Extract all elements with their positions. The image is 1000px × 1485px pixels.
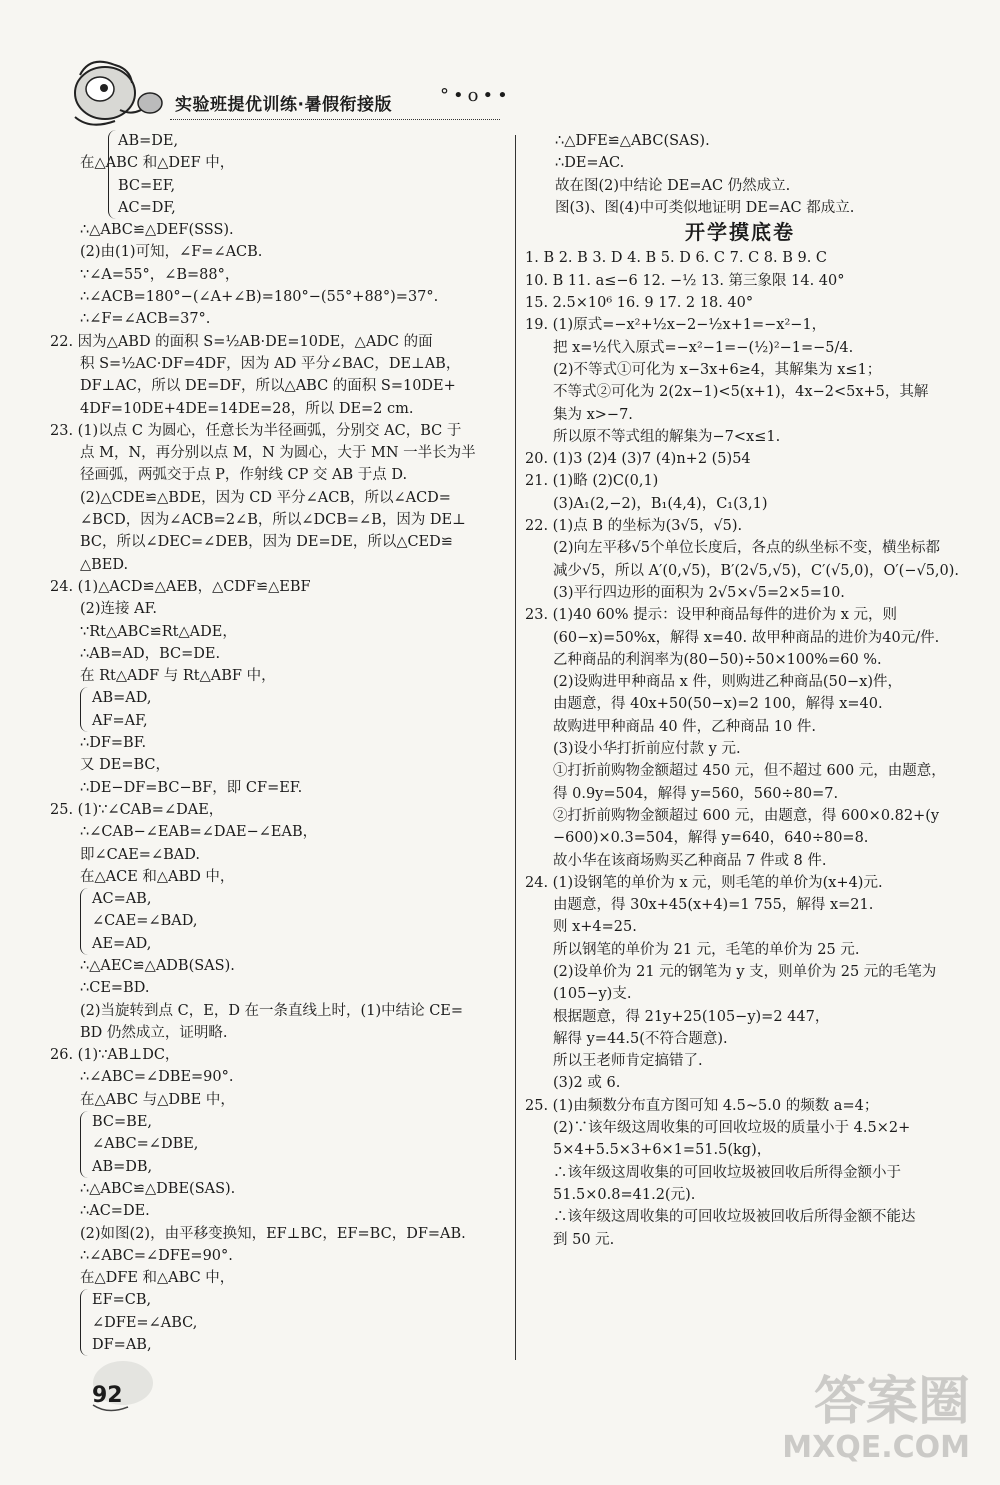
text-line: 所以钢笔的单价为 21 元，毛笔的单价为 25 元.: [553, 941, 860, 958]
right-column: [525, 130, 960, 1251]
text-line: ∴∠ABC=∠DBE=90°.: [80, 1069, 234, 1086]
brace-system: [80, 1289, 510, 1356]
text-line: ∵Rt△ABC≌Rt△ADE，: [80, 623, 237, 640]
text-line: ∴∠ABC=∠DFE=90°.: [80, 1247, 233, 1264]
text-line: 到 50 元.: [553, 1231, 615, 1248]
text-line: 故购进甲种商品 40 件，乙种商品 10 件.: [553, 718, 816, 735]
text-line: ①打折前购物金额超过 450 元，但不超过 600 元，由题意，: [553, 763, 946, 780]
brace-system: [80, 687, 510, 732]
brace-icon: [80, 1111, 89, 1178]
text-line: (2)当旋转到点 C，E，D 在一条直线上时，(1)中结论 CE=: [80, 1002, 464, 1019]
brace-system: [80, 1111, 510, 1178]
text-line: ∴∠F=∠ACB=37°.: [80, 311, 211, 328]
text-line: 即∠CAE=∠BAD.: [80, 846, 200, 863]
text-line: AC=DF,: [118, 199, 176, 216]
text-line: (2)由(1)可知，∠F=∠ACB.: [80, 244, 263, 261]
text-line: △BED.: [80, 556, 129, 573]
text-line: 图(3)、图(4)中可类似地证明 DE=AC 都成立.: [555, 199, 855, 216]
text-line: ∴AC=DE.: [80, 1203, 150, 1220]
text-line: BC，所以∠DEC=∠DEB，因为 DE=DE，所以△CED≌: [80, 534, 453, 551]
answer-line: 15. 2.5×10⁶ 16. 9 17. 2 18. 40°: [525, 295, 754, 312]
text-line: ∠CAE=∠BAD,: [92, 913, 198, 930]
text-line: ∴△ABC≌△DEF(SSS).: [80, 222, 234, 239]
text-line: ∴∠ACB=180°−(∠A+∠B)=180°−(55°+88°)=37°.: [80, 289, 439, 306]
text-line: (3)平行四边形的面积为 2√5×√5=2×5=10.: [553, 584, 845, 601]
text-line: 根据题意，得 21y+25(105−y)=2 447，: [553, 1008, 830, 1025]
text-line: ∴△DFE≌△ABC(SAS).: [555, 133, 710, 149]
text-line: BC=EF,: [118, 177, 176, 194]
text-line: 由题意，得 30x+45(x+4)=1 755，解得 x=21.: [553, 897, 874, 914]
book-title: 实验班提优训练·暑假衔接版: [175, 95, 392, 115]
text-line: 故在图(2)中结论 DE=AC 仍然成立.: [555, 177, 791, 194]
text-line: (2)向左平移√5个单位长度后，各点的纵坐标不变，横坐标都: [553, 540, 941, 557]
text-line: AB=AD,: [92, 690, 152, 707]
text-line: (3)A₁(2,−2)，B₁(4,4)，C₁(3,1): [553, 495, 768, 512]
section-title: 开学摸底卷: [685, 220, 795, 245]
watermark-url: MXQE.COM: [782, 1430, 970, 1465]
text-line: 积 S=½AC·DF=4DF，因为 AD 平分∠BAC，DE⊥AB，: [80, 355, 461, 372]
text-line: ②打折前购物金额超过 600 元，由题意，得 600×0.82+(y: [553, 807, 940, 824]
text-line: ∴该年级这周收集的可回收垃圾被回收后所得金额小于: [553, 1164, 901, 1181]
brace-icon: [80, 687, 89, 732]
question-line: 25. (1)由频数分布直方图可知 4.5~5.0 的频数 a=4；: [525, 1097, 879, 1114]
text-line: 则 x+4=25.: [553, 919, 637, 936]
text-line: (2)如图(2)，由平移变换知，EF⊥BC，EF=BC，DF=AB.: [80, 1225, 466, 1242]
text-line: 51.5×0.8=41.2(元).: [553, 1186, 696, 1203]
text-line: (2)△CDE≌△BDE，因为 CD 平分∠ACB，所以∠ACD=: [80, 489, 451, 506]
text-line: 5×4+5.5×3+6×1=51.5(kg)，: [553, 1142, 772, 1159]
text-line: 在△ABC 与△DBE 中，: [80, 1091, 235, 1108]
text-line: (2)∵该年级这周收集的可回收垃圾的质量小于 4.5×2+: [553, 1120, 911, 1137]
text-line: 减少√5，所以 A′(0,√5)，B′(2√5,√5)，C′(√5,0)，O′(−√5,0).: [553, 562, 960, 579]
question-line: 23. (1)40 60% 提示：设甲种商品每件的进价为 x 元，则: [525, 607, 897, 624]
question-line: 22. (1)点 B 的坐标为(3√5，√5).: [525, 518, 743, 535]
mascot-icon: [60, 55, 170, 135]
brace-icon: [80, 888, 89, 955]
text-line: ∴DE=AC.: [555, 155, 625, 172]
text-line: 所以原不等式组的解集为−7<x≤1.: [553, 428, 781, 445]
text-line: (3)设小华打折前应付款 y 元.: [553, 741, 741, 758]
watermark: [782, 1374, 970, 1465]
question-line: 23. (1)以点 C 为圆心，任意长为半径画弧，分别交 AC，BC 于: [50, 422, 462, 439]
question-line: 25. (1)∵∠CAB=∠DAE，: [50, 801, 224, 818]
text-line: ∴DF=BF.: [80, 735, 147, 752]
text-line: AE=AD,: [92, 935, 152, 952]
text-line: (2)不等式①可化为 x−3x+6≥4，其解集为 x≤1；: [553, 361, 882, 378]
text-line: 不等式②可化为 2(2x−1)<5(x+1)，4x−2<5x+5，其解: [553, 384, 929, 401]
text-line: ∴CE=BD.: [80, 980, 150, 997]
text-line: 在△ABC 和△DEF 中，: [80, 155, 235, 172]
brace-icon: [80, 1289, 89, 1356]
page-header: [60, 55, 520, 140]
text-line: (2)设单价为 21 元的钢笔为 y 支，则单价为 25 元的毛笔为: [553, 963, 937, 980]
text-line: 在△ACE 和△ABD 中，: [80, 868, 235, 885]
text-line: 故小华在该商场购买乙种商品 7 件或 8 件.: [553, 852, 827, 869]
text-line: (2)设购进甲种商品 x 件，则购进乙种商品(50−x)件，: [553, 674, 903, 691]
answer-line: 10. B 11. a≤−6 12. −½ 13. 第三象限 14. 40°: [525, 272, 845, 289]
text-line: (105−y)支.: [553, 986, 632, 1003]
text-line: BC=BE,: [92, 1114, 153, 1131]
brace-system: [80, 130, 510, 219]
text-line: 把 x=½代入原式=−x²−1=−(½)²−1=−5/4.: [553, 339, 854, 356]
text-line: EF=CB,: [92, 1292, 152, 1309]
page-number: 92: [92, 1383, 123, 1408]
question-line: 20. (1)3 (2)4 (3)7 (4)n+2 (5)54: [525, 451, 751, 468]
answer-line: 1. B 2. B 3. D 4. B 5. D 6. C 7. C 8. B 9. C: [525, 250, 828, 267]
text-line: 乙种商品的利润率为(80−50)÷50×100%=60 %.: [553, 651, 882, 668]
text-line: ∴△AEC≌△ADB(SAS).: [80, 957, 235, 974]
text-line: 又 DE=BC，: [80, 757, 170, 774]
question-line: 19. (1)原式=−x²+½x−2−½x+1=−x²−1，: [525, 317, 827, 334]
left-column: [50, 130, 510, 1356]
text-line: ∴AB=AD，BC=DE.: [80, 645, 221, 662]
text-line: (2)连接 AF.: [80, 601, 158, 618]
text-line: ∴∠CAB−∠EAB=∠DAE−∠EAB，: [80, 824, 318, 841]
text-line: 径画弧，两弧交于点 P，作射线 CP 交 AB 于点 D.: [80, 467, 408, 484]
text-line: 由题意，得 40x+50(50−x)=2 100，解得 x=40.: [553, 696, 883, 713]
text-line: BD 仍然成立，证明略.: [80, 1024, 228, 1041]
text-line: 所以王老师肯定搞错了.: [553, 1053, 703, 1070]
text-line: ∴△ABC≌△DBE(SAS).: [80, 1180, 236, 1197]
text-line: 点 M，N，再分别以点 M，N 为圆心，大于 MN 一半长为半: [80, 445, 476, 462]
column-divider: [515, 135, 516, 1360]
text-line: 得 0.9y=504，解得 y=560，560÷80=7.: [553, 785, 839, 802]
brace-icon: [108, 130, 117, 219]
text-line: ∵∠A=55°，∠B=88°，: [80, 266, 240, 283]
text-line: AF=AF,: [92, 712, 148, 729]
question-line: 24. (1)设钢笔的单价为 x 元，则毛笔的单价为(x+4)元.: [525, 874, 883, 891]
text-line: DF⊥AC，所以 DE=DF，所以△ABC 的面积 S=10DE+: [80, 378, 456, 395]
question-line: 22. 因为△ABD 的面积 S=½AB·DE=10DE，△ADC 的面: [50, 333, 433, 350]
text-line: DF=AB,: [92, 1337, 152, 1354]
text-line: −600)×0.3=504，解得 y=640，640÷80=8.: [553, 830, 869, 847]
text-line: 在△DFE 和△ABC 中，: [80, 1270, 235, 1287]
text-line: ∠BCD，因为∠ACB=2∠B，所以∠DCB=∠B，因为 DE⊥: [80, 512, 466, 529]
text-line: AB=DB,: [92, 1158, 153, 1175]
decorative-dots: °•o••: [440, 85, 512, 106]
text-line: ∠ABC=∠DBE,: [92, 1136, 199, 1153]
text-line: ∠DFE=∠ABC,: [92, 1314, 198, 1331]
text-line: 4DF=10DE+4DE=14DE=28，所以 DE=2 cm.: [80, 400, 414, 417]
question-line: 24. (1)△ACD≌△AEB，△CDF≌△EBF: [50, 578, 311, 595]
text-line: 在 Rt△ADF 与 Rt△ABF 中，: [80, 668, 276, 685]
text-line: 解得 y=44.5(不符合题意).: [553, 1030, 728, 1047]
text-line: (60−x)=50%x，解得 x=40. 故甲种商品的进价为40元/件.: [553, 629, 940, 646]
watermark-logo: 答案圈: [813, 1372, 970, 1432]
text-line: AC=AB,: [92, 891, 152, 908]
text-line: ∴该年级这周收集的可回收垃圾被回收后所得金额不能达: [553, 1209, 916, 1226]
text-line: (3)2 或 6.: [553, 1075, 621, 1092]
text-line: AB=DE,: [118, 133, 179, 149]
text-line: ∴DE−DF=BC−BF，即 CF=EF.: [80, 779, 303, 796]
question-line: 21. (1)略 (2)C(0,1): [525, 473, 659, 490]
header-rule: [170, 119, 500, 120]
text-line: 集为 x>−7.: [553, 406, 633, 423]
question-line: 26. (1)∵AB⊥DC，: [50, 1047, 180, 1064]
brace-system: [80, 888, 510, 955]
